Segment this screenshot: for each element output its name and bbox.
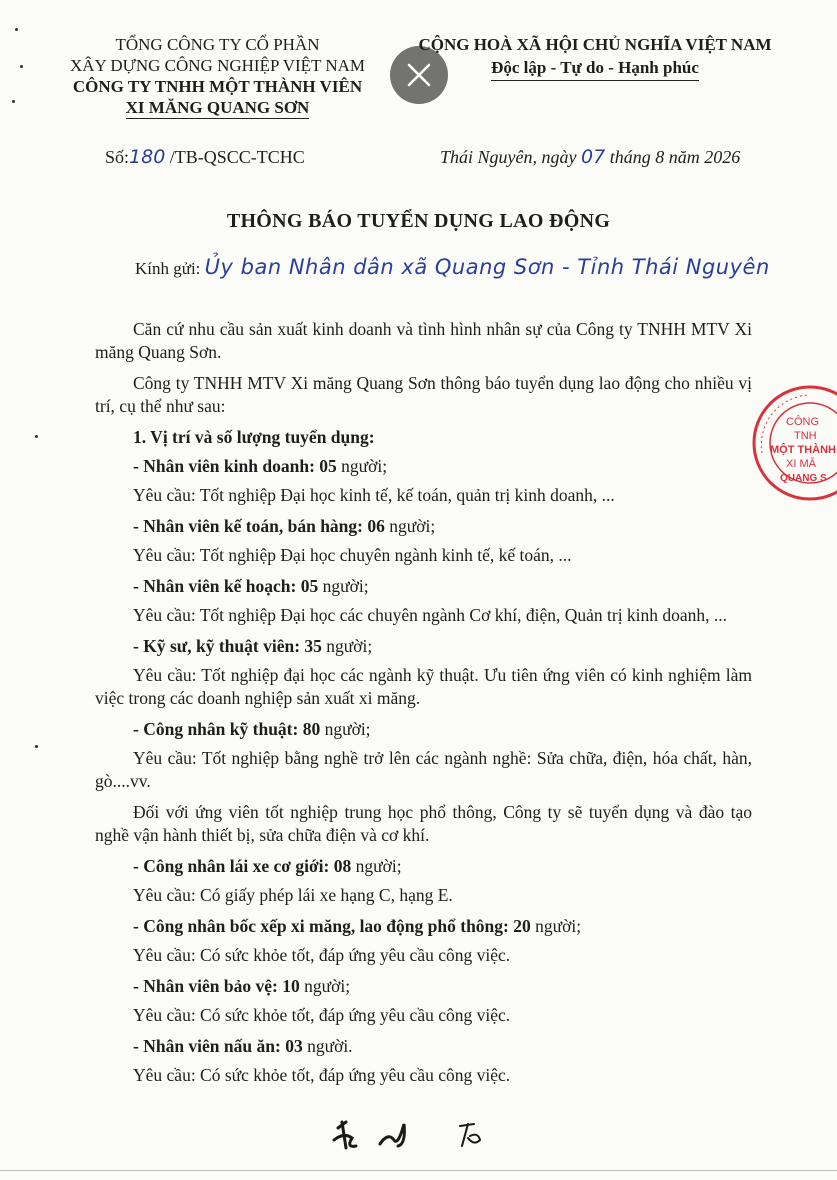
position-requirement: Yêu cầu: Tốt nghiệp Đại học các chuyên ngành Cơ khí, điện, Quản trị kinh doanh, ... [133, 605, 728, 625]
document-date: Thái Nguyên, ngày 07 tháng 8 năm 2026 [440, 146, 741, 168]
document-body [95, 318, 752, 1095]
recipient-label: Kính gửi: [135, 259, 205, 278]
page-edge-line [0, 1170, 837, 1171]
position-item: - Nhân viên bảo vệ: 10 người; [133, 976, 351, 996]
intro-paragraph: Căn cứ nhu cầu sản xuất kinh doanh và tình hình nhân sự của Công ty TNHH MTV Xi măng Quang Sơn. [95, 319, 752, 362]
training-note: Đối với ứng viên tốt nghiệp trung học phổ thông, Công ty sẽ tuyển dụng và đào tạo nghề vận hành thiết bị, sửa chữa điện và cơ khí. [95, 802, 752, 845]
handwritten-number: 180 [129, 146, 166, 168]
position-item: - Nhân viên nấu ăn: 03 người. [133, 1036, 353, 1056]
handwritten-day: 07 [581, 146, 606, 168]
position-item: - Nhân viên kế hoạch: 05 người; [133, 576, 369, 596]
seal-text: TNH [794, 430, 817, 442]
recipient-line [135, 255, 770, 279]
position-requirement: Yêu cầu: Có sức khỏe tốt, đáp ứng yêu cầu công việc. [133, 1065, 511, 1085]
scan-speck [15, 28, 18, 31]
parent-company-line2: XÂY DỰNG CÔNG NGHIỆP VIỆT NAM [69, 56, 366, 75]
company-name-line2: XI MĂNG QUANG SƠN [125, 98, 310, 117]
position-requirement: Yêu cầu: Tốt nghiệp đại học các ngành kỹ thuật. Ưu tiên ứng viên có kinh nghiệm làm việc trong các doanh nghiệp sản xuất xi măng. [95, 665, 752, 708]
position-requirement: Yêu cầu: Tốt nghiệp bằng nghề trở lên các ngành nghề: Sửa chữa, điện, hóa chất, hàn, gò....vv. [95, 748, 752, 791]
scan-speck [12, 100, 15, 103]
position-item: - Công nhân bốc xếp xi măng, lao động phổ thông: 20 người; [133, 916, 582, 936]
national-header [395, 33, 795, 81]
document-title: THÔNG BÁO TUYỂN DỤNG LAO ĐỘNG [226, 210, 611, 232]
intro-paragraph: Công ty TNHH MTV Xi măng Quang Sơn thông báo tuyển dụng lao động cho nhiều vị trí, cụ thể như sau: [95, 373, 752, 416]
scan-speck [20, 65, 23, 68]
document-number: Số:180 /TB-QSCC-TCHC [105, 146, 305, 168]
position-item: - Công nhân kỹ thuật: 80 người; [133, 719, 371, 739]
positions-list [95, 455, 752, 793]
position-requirement: Yêu cầu: Có sức khỏe tốt, đáp ứng yêu cầu công việc. [133, 945, 511, 965]
initials-signature [320, 1108, 520, 1158]
recipient-handwritten: Ủy ban Nhân dân xã Quang Sơn - Tỉnh Thái Nguyên [204, 255, 770, 279]
position-requirement: Yêu cầu: Tốt nghiệp Đại học chuyên ngành kinh tế, kế toán, ... [133, 545, 572, 565]
seal-text: CÔNG [786, 416, 819, 428]
position-requirement: Yêu cầu: Có giấy phép lái xe hạng C, hạng E. [133, 885, 453, 905]
position-requirement: Yêu cầu: Có sức khỏe tốt, đáp ứng yêu cầu công việc. [133, 1005, 511, 1025]
seal-text: QUANG S [780, 473, 827, 484]
positions-list-2 [95, 855, 752, 1087]
position-item: - Nhân viên kinh doanh: 05 người; [133, 456, 388, 476]
scan-speck [35, 435, 38, 438]
position-item: - Công nhân lái xe cơ giới: 08 người; [133, 856, 402, 876]
country-title: CỘNG HOÀ XÃ HỘI CHỦ NGHĨA VIỆT NAM [418, 35, 772, 54]
company-name: CÔNG TY TNHH MỘT THÀNH VIÊN [72, 77, 363, 96]
position-item: - Kỹ sư, kỹ thuật viên: 35 người; [133, 636, 373, 656]
position-requirement: Yêu cầu: Tốt nghiệp Đại học kinh tế, kế toán, quản trị kinh doanh, ... [133, 485, 615, 505]
issuer-block [40, 34, 395, 119]
scan-speck [35, 745, 38, 748]
section-heading: 1. Vị trí và số lượng tuyển dụng: [133, 427, 375, 447]
seal-text: XI MĂ [786, 458, 816, 470]
position-item: - Nhân viên kế toán, bán hàng: 06 người; [133, 516, 436, 536]
national-motto: Độc lập - Tự do - Hạnh phúc [491, 56, 699, 81]
parent-company: TỔNG CÔNG TY CỔ PHẦN [115, 35, 320, 54]
seal-text: MỘT THÀNH [770, 444, 836, 456]
company-seal [748, 383, 837, 503]
